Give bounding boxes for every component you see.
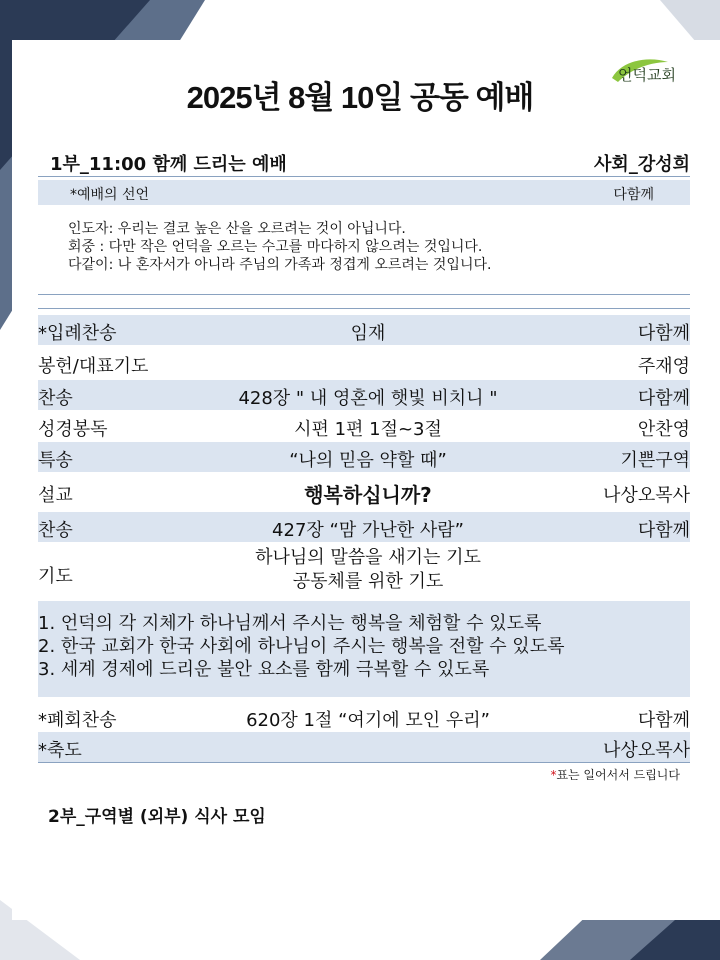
order-row-sermon — [38, 477, 690, 507]
order-row — [38, 315, 690, 345]
order-who: 안찬영 — [637, 419, 690, 440]
divider — [38, 176, 690, 177]
order-who: 주재영 — [637, 356, 690, 377]
prayer-title: 공동체를 위한 기도 — [292, 571, 444, 592]
part1-leader: 사회_강성희 — [594, 154, 690, 175]
prayer-item: 3. 세계 경제에 드리운 불안 요소를 함께 극복할 수 있도록 — [38, 659, 490, 680]
order-item: 설교 — [38, 485, 73, 506]
responsive-line: 회중 : 다만 작은 언덕을 오르는 수고를 마다하지 않으려는 것입니다. — [68, 239, 483, 255]
order-row — [38, 380, 690, 410]
prayer-item: 2. 한국 교회가 한국 사회에 하나님이 주시는 행복을 전할 수 있도록 — [38, 636, 565, 657]
order-content: 428장 " 내 영혼에 햇빛 비치니 " — [238, 388, 498, 409]
order-item: *폐회찬송 — [38, 710, 117, 731]
order-item: 찬송 — [38, 388, 73, 409]
order-content: “나의 믿음 약할 때” — [289, 450, 447, 471]
declaration-responsive-reading — [68, 220, 491, 274]
order-item: 봉헌/대표기도 — [38, 356, 149, 377]
order-row — [38, 512, 690, 542]
prayer-row — [38, 546, 690, 598]
sermon-title: 행복하십니까? — [304, 483, 432, 507]
part2-heading: 2부_구역별 (외부) 식사 모임 — [48, 807, 266, 827]
note-text: 표는 일어서서 드립니다 — [556, 768, 680, 782]
order-item: 성경봉독 — [38, 419, 108, 440]
order-who: 나상오목사 — [603, 740, 690, 761]
order-who: 다함께 — [637, 388, 690, 409]
order-row — [38, 442, 690, 472]
standing-note — [550, 766, 680, 783]
declaration-bar — [38, 180, 690, 205]
order-who: 나상오목사 — [603, 485, 690, 506]
part1-heading: 1부_11:00 함께 드리는 예배 — [50, 154, 287, 175]
declaration-who: 다함께 — [613, 187, 654, 203]
order-content: 427장 “맘 가난한 사람” — [272, 520, 464, 541]
order-item: 찬송 — [38, 520, 73, 541]
order-content: 임재 — [350, 323, 386, 344]
church-logo — [608, 56, 694, 92]
order-row — [38, 702, 690, 732]
page-title: 2025년 8월 10일 공동 예배 — [186, 80, 534, 115]
order-item: 특송 — [38, 450, 73, 471]
responsive-line: 인도자: 우리는 결코 높은 산을 오르려는 것이 아닙니다. — [68, 221, 406, 237]
divider — [38, 308, 690, 309]
declaration-label: *예배의 선언 — [70, 187, 150, 203]
order-who: 기쁜구역 — [620, 450, 690, 471]
order-item: *입례찬송 — [38, 323, 117, 344]
note-mark: * — [550, 768, 557, 782]
order-item: *축도 — [38, 740, 82, 761]
prayer-item: 1. 언덕의 각 지체가 하나님께서 주시는 행복을 체험할 수 있도록 — [38, 613, 542, 634]
divider — [38, 294, 690, 295]
order-who: 다함께 — [637, 520, 690, 541]
order-content: 시편 1편 1절~3절 — [294, 419, 442, 440]
order-row — [38, 348, 690, 378]
order-who: 다함께 — [637, 710, 690, 731]
order-content: 620장 1절 “여기에 모인 우리” — [246, 710, 490, 731]
divider — [38, 762, 690, 763]
responsive-line: 다같이: 나 혼자서가 아니라 주님의 가족과 정겹게 오르려는 것입니다. — [68, 257, 492, 273]
order-row — [38, 411, 690, 441]
order-item: 기도 — [38, 566, 73, 587]
logo-text: 언덕교회 — [618, 66, 676, 84]
prayer-list — [38, 601, 690, 697]
order-who: 다함께 — [637, 323, 690, 344]
prayer-title: 하나님의 말씀을 새기는 기도 — [255, 547, 481, 568]
prayer-titles — [198, 546, 538, 594]
order-row — [38, 732, 690, 762]
